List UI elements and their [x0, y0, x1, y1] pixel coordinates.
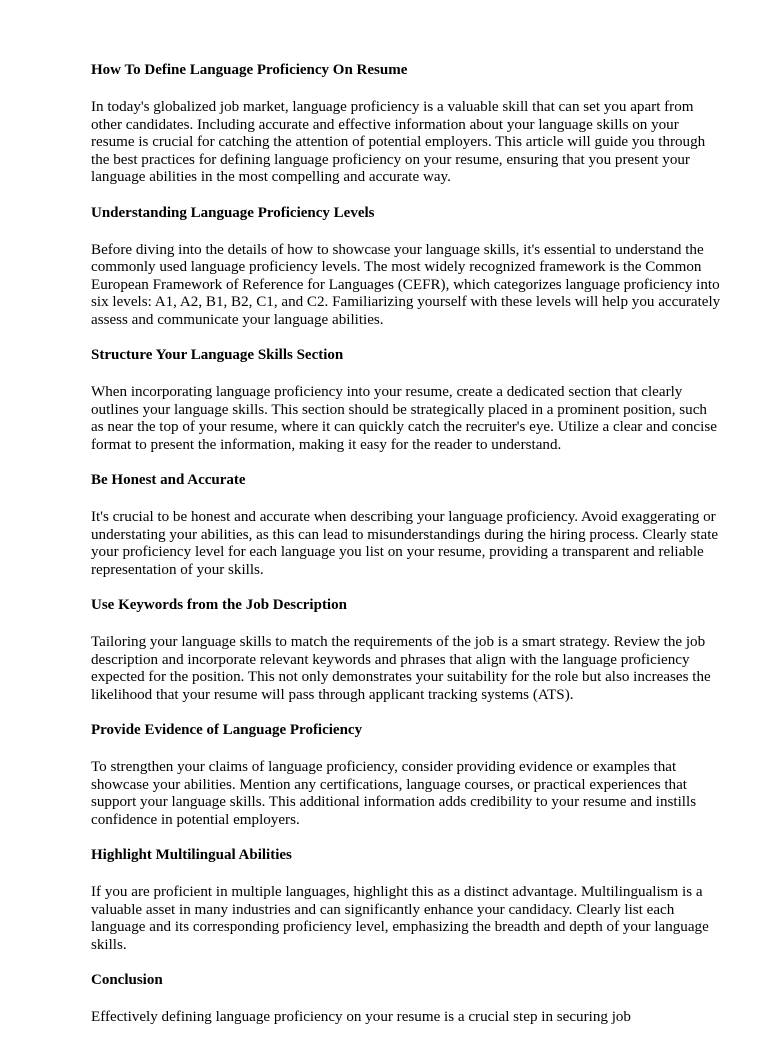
section-heading-keywords: Use Keywords from the Job Description [91, 597, 347, 613]
document-title: How To Define Language Proficiency On Resume [91, 62, 408, 78]
section-body-honest-accurate: It's crucial to be honest and accurate when describing your language proficiency. Avoid exaggerating or understating your abilities, as this can lead to misunderstandings during the hiring process. Clearly state your proficiency level for each language you list on your resume, providing a transparent and reliable representation of your skills. [91, 509, 719, 578]
document-content [91, 60, 723, 1043]
intro-paragraph: In today's globalized job market, language proficiency is a valuable skill that can set you apart from other candidates. Including accurate and effective information about your language skills on your resume is crucial for catching the attention of potential employers. This article will guide you through the best practices for defining language proficiency on your resume, ensuring that you present your language abilities in the most compelling and accurate way. [91, 99, 706, 185]
section-heading-conclusion: Conclusion [91, 972, 163, 988]
section-body-structure-skills: When incorporating language proficiency into your resume, create a dedicated section that clearly outlines your language skills. This section should be strategically placed in a prominent position, such as near the top of your resume, where it can quickly catch the recruiter's eye. Utilize a clear and concise format to present the information, making it easy for the reader to understand. [91, 384, 717, 453]
section-heading-evidence: Provide Evidence of Language Proficiency [91, 722, 363, 738]
section-body-keywords: Tailoring your language skills to match the requirements of the job is a smart strategy. Review the job description and incorporate relevant keywords and phrases that align with the language proficiency expected for the position. This not only demonstrates your suitability for the role but also increases the likelihood that your resume will pass through applicant tracking systems (ATS). [91, 634, 711, 703]
section-body-evidence: To strengthen your claims of language proficiency, consider providing evidence or examples that showcase your abilities. Mention any certifications, language courses, or practical experiences that support your language skills. This additional information adds credibility to your resume and instills confidence in potential employers. [91, 759, 697, 828]
section-heading-multilingual: Highlight Multilingual Abilities [91, 847, 292, 863]
section-heading-honest-accurate: Be Honest and Accurate [91, 472, 246, 488]
section-heading-structure-skills: Structure Your Language Skills Section [91, 347, 344, 363]
section-body-proficiency-levels: Before diving into the details of how to showcase your language skills, it's essential to understand the commonly used language proficiency levels. The most widely recognized framework is the Common European Framework of Reference for Languages (CEFR), which categorizes language proficiency into six levels: A1, A2, B1, B2, C1, and C2. Familiarizing yourself with these levels will help you accurately assess and communicate your language abilities. [91, 241, 721, 328]
section-body-conclusion: Effectively defining language proficiency on your resume is a crucial step in securing job [91, 1009, 631, 1025]
section-body-multilingual: If you are proficient in multiple languages, highlight this as a distinct advantage. Multilingualism is a valuable asset in many industries and can significantly enhance your candidacy. Clearly list each language and its corresponding proficiency level, emphasizing the breadth and depth of your language skills. [91, 884, 709, 953]
section-heading-proficiency-levels: Understanding Language Proficiency Levels [91, 204, 375, 221]
